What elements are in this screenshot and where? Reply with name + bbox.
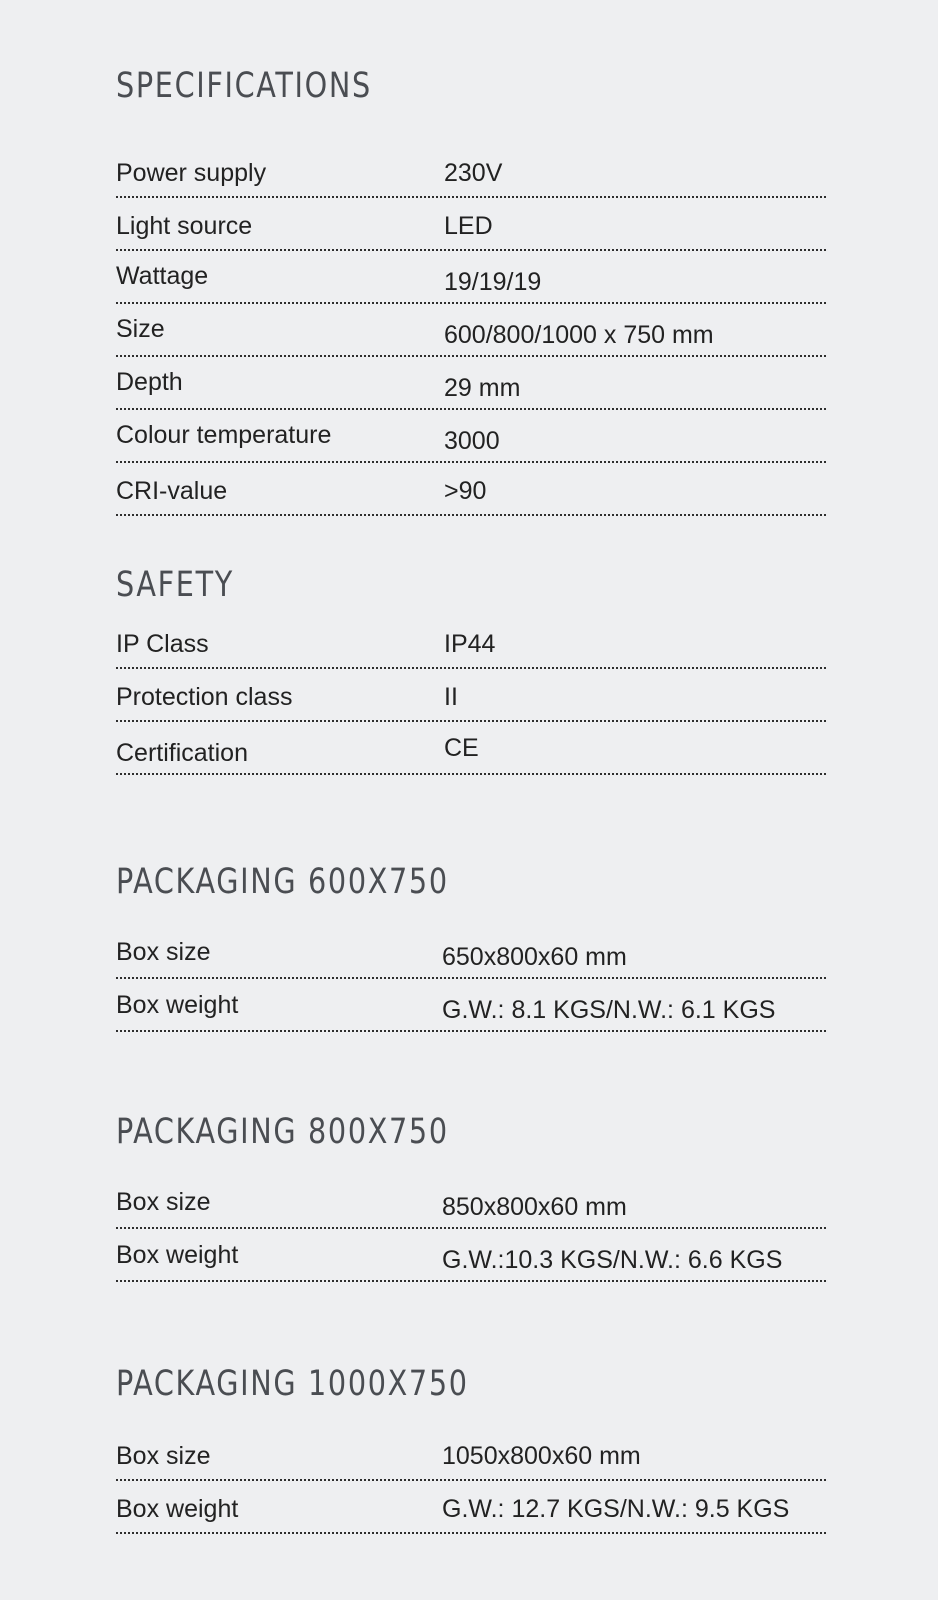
spec-value: IP44 (444, 630, 496, 658)
spec-value: >90 (444, 477, 487, 505)
spec-row-light-source (116, 198, 826, 251)
spec-label: Box size (116, 1188, 211, 1216)
spec-label: Protection class (116, 683, 293, 711)
spec-row-cri-value (116, 463, 826, 516)
spec-value: 230V (444, 159, 503, 187)
safety-row-ip-class (116, 616, 826, 669)
packaging-600-table (116, 926, 826, 1032)
spec-row-power-supply (116, 145, 826, 198)
packaging-1000-heading: PACKAGING 1000X750 (116, 1364, 469, 1404)
spec-label: Depth (116, 368, 183, 396)
packaging-800-section (116, 1110, 826, 1274)
packaging-600-section (116, 860, 826, 1024)
specifications-table (116, 145, 826, 516)
packaging-800-heading: PACKAGING 800X750 (116, 1112, 449, 1152)
spec-label: Light source (116, 212, 253, 240)
specifications-heading: SPECIFICATIONS (116, 66, 372, 106)
spec-label: Box weight (116, 1495, 239, 1523)
spec-label: Box size (116, 1442, 211, 1470)
specifications-section (116, 64, 826, 505)
spec-value: 1050x800x60 mm (442, 1442, 641, 1470)
packaging-1000-table (116, 1428, 826, 1534)
packaging-1000-section (116, 1362, 826, 1523)
spec-value: CE (444, 734, 479, 762)
packaging-1000-row-box-size (116, 1428, 826, 1481)
spec-label: CRI-value (116, 477, 228, 505)
spec-value: 29 mm (444, 374, 521, 402)
spec-label: Power supply (116, 159, 267, 187)
safety-table (116, 616, 826, 775)
spec-value: 19/19/19 (444, 268, 542, 296)
packaging-800-row-box-size (116, 1176, 826, 1229)
spec-value: G.W.: 12.7 KGS/N.W.: 9.5 KGS (442, 1495, 790, 1523)
packaging-600-row-box-size (116, 926, 826, 979)
spec-value: 3000 (444, 427, 500, 455)
spec-label: Box size (116, 938, 211, 966)
spec-label: Size (116, 315, 165, 343)
safety-section (116, 563, 826, 767)
safety-heading: SAFETY (116, 565, 234, 605)
packaging-1000-row-box-weight (116, 1481, 826, 1534)
spec-value: G.W.: 8.1 KGS/N.W.: 6.1 KGS (442, 996, 776, 1024)
spec-row-colour-temperature (116, 410, 826, 463)
spec-value: 850x800x60 mm (442, 1193, 627, 1221)
spec-row-size (116, 304, 826, 357)
spec-label: Certification (116, 739, 248, 767)
packaging-600-heading: PACKAGING 600X750 (116, 862, 449, 902)
spec-value: 600/800/1000 x 750 mm (444, 321, 714, 349)
safety-row-certification (116, 722, 826, 775)
spec-label: Box weight (116, 991, 239, 1019)
spec-label: Colour temperature (116, 421, 332, 449)
spec-value: LED (444, 212, 493, 240)
spec-row-wattage (116, 251, 826, 304)
packaging-800-row-box-weight (116, 1229, 826, 1282)
spec-value: II (444, 683, 458, 711)
spec-value: 650x800x60 mm (442, 943, 627, 971)
packaging-600-row-box-weight (116, 979, 826, 1032)
safety-row-protection-class (116, 669, 826, 722)
spec-label: Box weight (116, 1241, 239, 1269)
spec-value: G.W.:10.3 KGS/N.W.: 6.6 KGS (442, 1246, 783, 1274)
spec-label: IP Class (116, 630, 209, 658)
spec-row-depth (116, 357, 826, 410)
spec-label: Wattage (116, 262, 209, 290)
packaging-800-table (116, 1176, 826, 1282)
